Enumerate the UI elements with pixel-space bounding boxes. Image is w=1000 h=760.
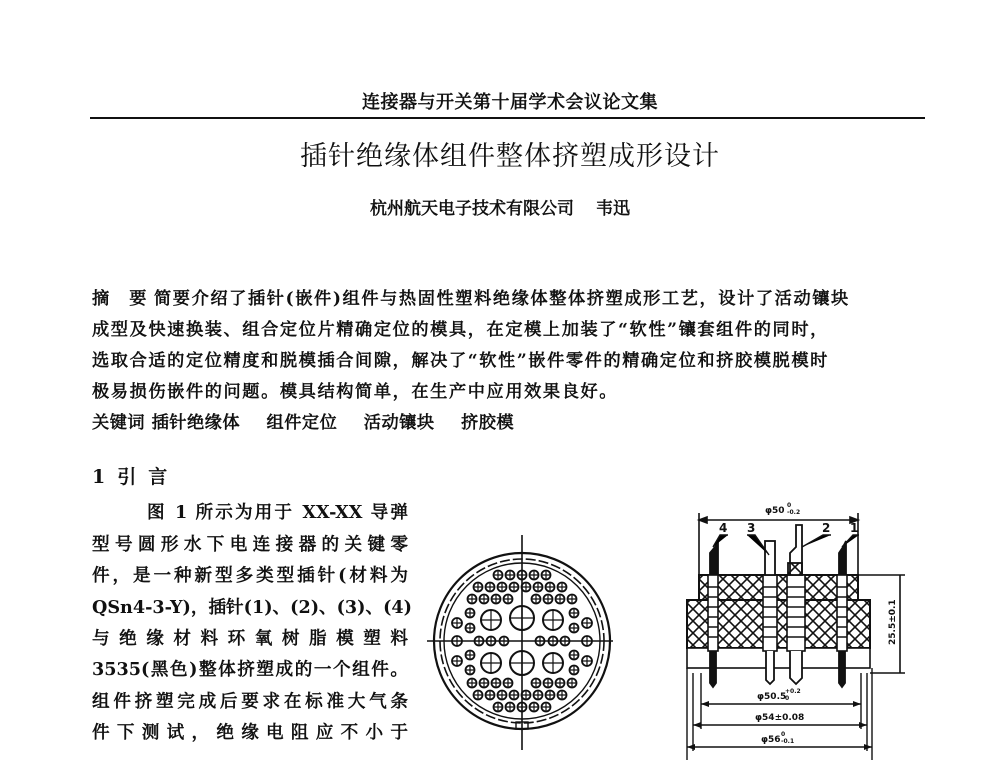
dim-56-tol-lower: -0.1: [781, 738, 795, 745]
body-line-4: QSn4-3-Y)，插针(1)、(2)、(3)、(4): [92, 597, 412, 618]
abstract-line-1: [92, 284, 850, 309]
connector-section-figure: [675, 495, 915, 760]
header-rule: [90, 117, 925, 119]
abstract-label: [92, 289, 146, 309]
abstract-text: 简要介绍了插针(嵌件)组件与热固性塑料绝缘体整体挤塑成形工艺，设计了活动镶块: [154, 289, 850, 309]
dim-50-5: φ50.5: [757, 692, 787, 702]
byline: [0, 194, 1000, 219]
dim-56: φ56: [761, 735, 781, 745]
keyword-item: 组件定位: [266, 413, 338, 433]
keywords-label: 关键词: [92, 413, 146, 433]
callout-2: 2: [822, 521, 831, 535]
dim-56-tol-upper: 0: [781, 731, 786, 738]
keywords-line: [92, 408, 514, 433]
body-line-8: 件下测试，绝缘电阻应不小于: [92, 722, 408, 743]
dim-top-tol: 0: [787, 502, 792, 509]
journal-header: 连接器与开关第十届学术会议论文集: [362, 92, 658, 113]
dim-top: φ50: [765, 506, 785, 516]
connector-face-figure: [425, 535, 615, 760]
dim-54: φ54±0.08: [755, 713, 805, 723]
abstract-label-char-2: 要: [129, 289, 147, 309]
body-line-6: 3535(黑色)整体挤塑成的一个组件。: [92, 659, 408, 680]
affiliation: 杭州航天电子技术有限公司: [370, 199, 574, 219]
dim-top-tol-lower: -0.2: [787, 509, 801, 516]
body-line-5: 与绝缘材料环氧树脂模塑料: [92, 628, 408, 649]
body-line-7: 组件挤塑完成后要求在标准大气条: [92, 691, 408, 712]
abstract-line-4: 极易损伤嵌件的问题。模具结构简单，在生产中应用效果良好。: [92, 382, 619, 402]
keyword-item: 插针绝缘体: [151, 413, 241, 433]
body-line-1: 图 1 所示为用于 XX-XX 导弹: [147, 502, 408, 523]
dim-height: 25.5±0.1: [888, 599, 898, 645]
abstract-line-2: 成型及快速换装、组合定位片精确定位的模具，在定模上加装了“软性”镶套组件的同时，: [92, 320, 829, 340]
dim-50-5-tol-lower: 0: [785, 695, 790, 702]
section-number: 1: [92, 466, 108, 488]
abstract-label-char-1: 摘: [92, 289, 110, 309]
callout-1: 1: [850, 521, 859, 535]
section-heading: [92, 462, 169, 489]
section-title-char-2: 言: [148, 466, 170, 488]
dim-50-5-tol-upper: +0.2: [785, 688, 801, 695]
body-line-3: 件，是一种新型多类型插针(材料为: [92, 565, 408, 586]
keyword-item: 挤胶模: [461, 413, 515, 433]
paper-title: 插针绝缘体组件整体挤塑成形设计: [300, 141, 720, 172]
keyword-item: 活动镶块: [363, 413, 435, 433]
callout-4: 4: [719, 521, 728, 535]
section-title-char-1: 引: [117, 466, 139, 488]
author-name: 韦迅: [596, 199, 630, 219]
abstract-line-3: 选取合适的定位精度和脱模插合间隙，解决了“软性”嵌件零件的精确定位和挤胶模脱模时: [92, 351, 829, 371]
callout-3: 3: [747, 521, 756, 535]
body-line-2: 型号圆形水下电连接器的关键零: [92, 534, 408, 555]
